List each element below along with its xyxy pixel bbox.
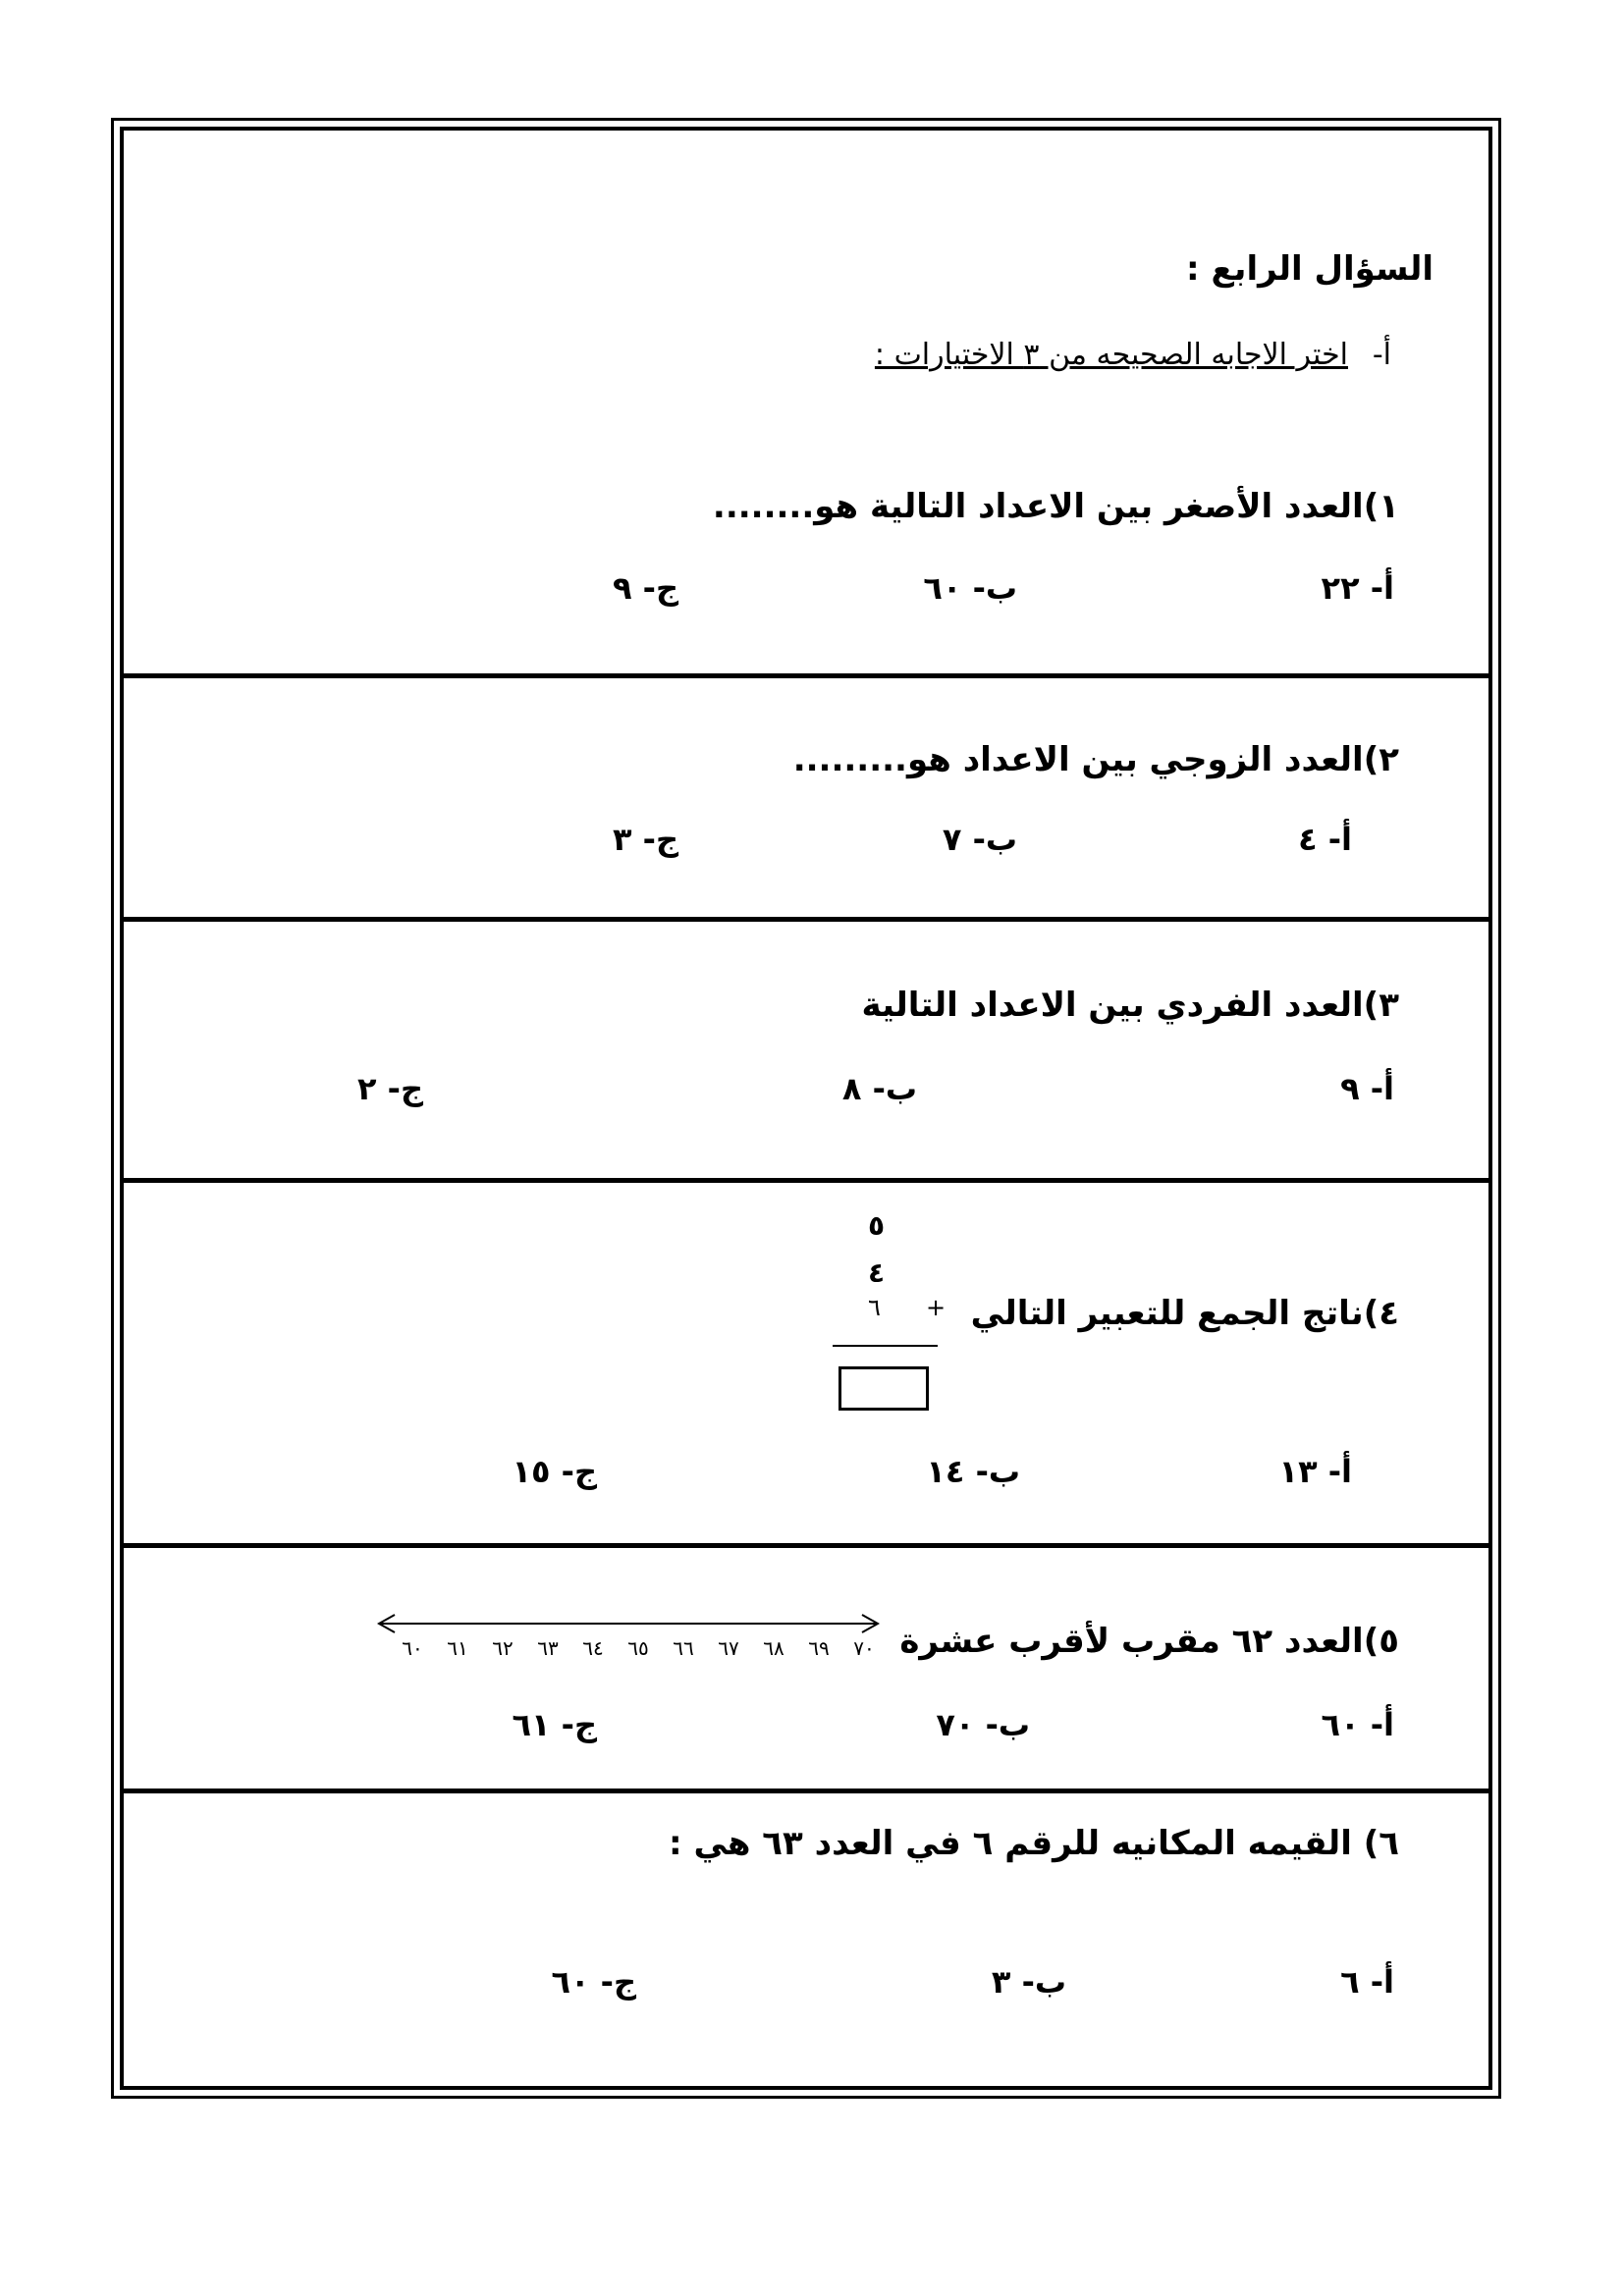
number-line-tick-label: ٦٩ [808,1636,830,1660]
question-4-addend-1: ٥ [868,1209,886,1242]
question-1-option-a[interactable]: أ- ٢٢ [1321,569,1394,607]
plus-sign: + [926,1294,947,1321]
number-line-tick-label: ٦٣ [537,1636,559,1660]
question-6-text: ٦) القيمه المكانيه للرقم ٦ في العدد ٦٣ هي : [669,1824,1399,1863]
number-line-tick-label: ٦٤ [582,1636,604,1660]
question-4-option-b[interactable]: ب- ١٤ [926,1453,1020,1490]
worksheet-frame [111,118,1501,2099]
question-2-option-b[interactable]: ب- ٧ [942,821,1017,858]
number-line-tick-label: ٦٠ [402,1636,423,1660]
section-divider [124,1543,1489,1548]
question-heading: السؤال الرابع : [1186,249,1434,289]
section-divider [124,1789,1489,1793]
worksheet-inner-frame [120,127,1492,2090]
answer-box[interactable] [839,1366,929,1411]
question-4-option-c[interactable]: ج- ١٥ [512,1453,597,1490]
question-3-option-b[interactable]: ب- ٨ [841,1070,917,1107]
question-2-option-a[interactable]: أ- ٤ [1298,821,1352,858]
instruction-text: اختر الاجابه الصحيحه من ٣ الاختيارات : [874,338,1348,372]
number-line-tick-label: ٦١ [447,1636,468,1660]
number-line-tick-label: ٦٨ [763,1636,784,1660]
section-divider [124,917,1489,922]
number-line [373,1604,884,1663]
question-5-text: ٥)العدد ٦٢ مقرب لأقرب عشرة [899,1622,1399,1661]
question-2-text: ٢)العدد الزوجي بين الاعداد هو......... [792,740,1399,779]
question-1-option-c[interactable]: ج- ٩ [612,569,678,607]
number-line-tick-label: ٧٠ [853,1636,875,1660]
question-5-option-c[interactable]: ج- ٦١ [512,1706,597,1743]
number-line-tick-label: ٦٧ [718,1636,739,1660]
number-line-tick-label: ٦٢ [492,1636,514,1660]
section-divider [124,673,1489,678]
question-2-option-c[interactable]: ج- ٣ [612,821,678,858]
question-6-option-c[interactable]: ج- ٦٠ [551,1963,636,2001]
question-3-option-c[interactable]: ج- ٢ [356,1070,423,1107]
question-4-addend-3: ٦ [868,1294,881,1321]
question-1-option-b[interactable]: ب- ٦٠ [923,569,1017,607]
instruction-prefix: أ- [1372,338,1391,372]
question-4-text: ٤)ناتج الجمع للتعبير التالي [970,1294,1399,1333]
question-5-option-a[interactable]: أ- ٦٠ [1321,1706,1394,1743]
question-4-option-a[interactable]: أ- ١٣ [1278,1453,1352,1490]
number-line-tick-label: ٦٦ [673,1636,694,1660]
section-divider [124,1178,1489,1183]
question-6-option-a[interactable]: أ- ٦ [1340,1963,1394,2001]
question-3-text: ٣)العدد الفردي بين الاعداد التالية [861,986,1399,1025]
number-line-tick-label: ٦٥ [627,1636,649,1660]
question-1-text: ١)العدد الأصغر بين الاعداد التالية هو........ [712,487,1399,526]
question-4-addend-2: ٤ [868,1256,886,1289]
question-5-option-b[interactable]: ب- ٧٠ [936,1706,1030,1743]
question-3-option-a[interactable]: أ- ٩ [1340,1070,1394,1107]
question-6-option-b[interactable]: ب- ٣ [991,1963,1066,2001]
sum-line [833,1345,938,1347]
